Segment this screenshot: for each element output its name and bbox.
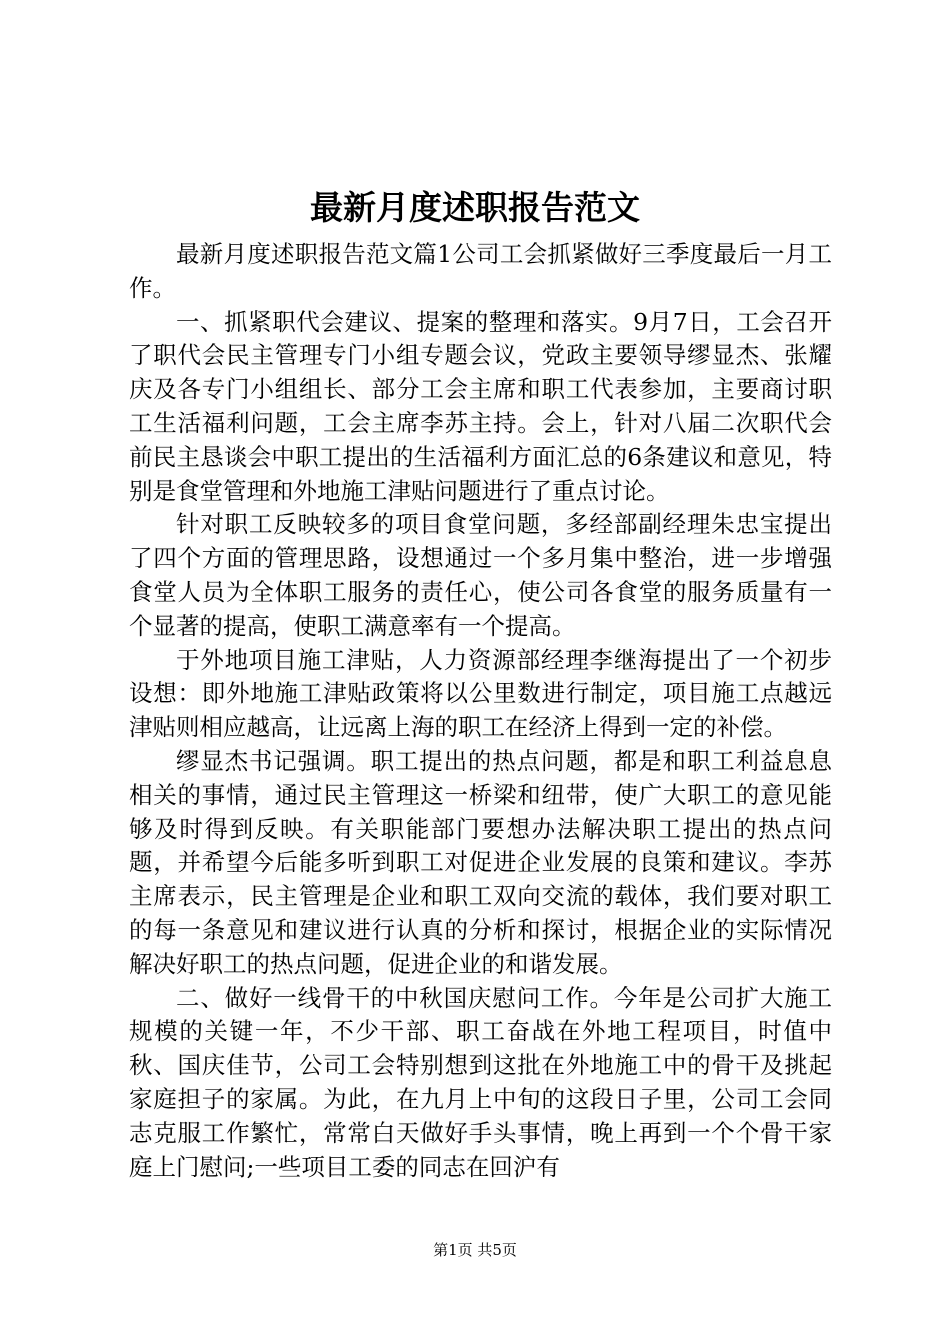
paragraph: 缪显杰书记强调。职工提出的热点问题，都是和职工利益息息相关的事情，通过民主管理这一桥梁和纽带，使广大职工的意见能够及时得到反映。有关职能部门要想办法解决职工提出的热点问题，并希望今后能多听到职工对促进企业发展的良策和建议。李苏主席表示，民主管理是企业和职工双向交流的载体，我们要对职工的每一条意见和建议进行认真的分析和探讨，根据企业的实际情况解决好职工的热点问题，促进企业的和谐发展。 — [129, 746, 832, 978]
page-footer: 第1页 共5页 — [433, 1241, 517, 1259]
paragraph: 最新月度述职报告范文篇1公司工会抓紧做好三季度最后一月工作。 — [129, 240, 832, 302]
paragraph: 一、抓紧职代会建议、提案的整理和落实。9月7日，工会召开了职代会民主管理专门小组专题会议，党政主要领导缪显杰、张耀庆及各专门小组组长、部分工会主席和职工代表参加，主要商讨职工生活福利问题，工会主席李苏主持。会上，针对八届二次职代会前民主恳谈会中职工提出的生活福利方面汇总的6条建议和意见，特别是食堂管理和外地施工津贴问题进行了重点讨论。 — [129, 307, 832, 505]
document-body — [129, 238, 832, 1184]
paragraph: 针对职工反映较多的项目食堂问题，多经部副经理朱忠宝提出了四个方面的管理思路，设想通过一个多月集中整治，进一步增强食堂人员为全体职工服务的责任心，使公司各食堂的服务质量有一个显著的提高，使职工满意率有一个提高。 — [129, 510, 832, 640]
paragraph: 二、做好一线骨干的中秋国庆慰问工作。今年是公司扩大施工规模的关键一年，不少干部、职工奋战在外地工程项目，时值中秋、国庆佳节，公司工会特别想到这批在外地施工中的骨干及挑起家庭担子的家属。为此，在九月上中旬的这段日子里，公司工会同志克服工作繁忙，常常白天做好手头事情，晚上再到一个个骨干家庭上门慰问;一些项目工委的同志在回沪有 — [129, 983, 832, 1181]
paragraph: 于外地项目施工津贴，人力资源部经理李继海提出了一个初步设想：即外地施工津贴政策将以公里数进行制定，项目施工点越远津贴则相应越高，让远离上海的职工在经济上得到一定的补偿。 — [129, 645, 832, 742]
document-title: 最新月度述职报告范文 — [310, 188, 640, 227]
